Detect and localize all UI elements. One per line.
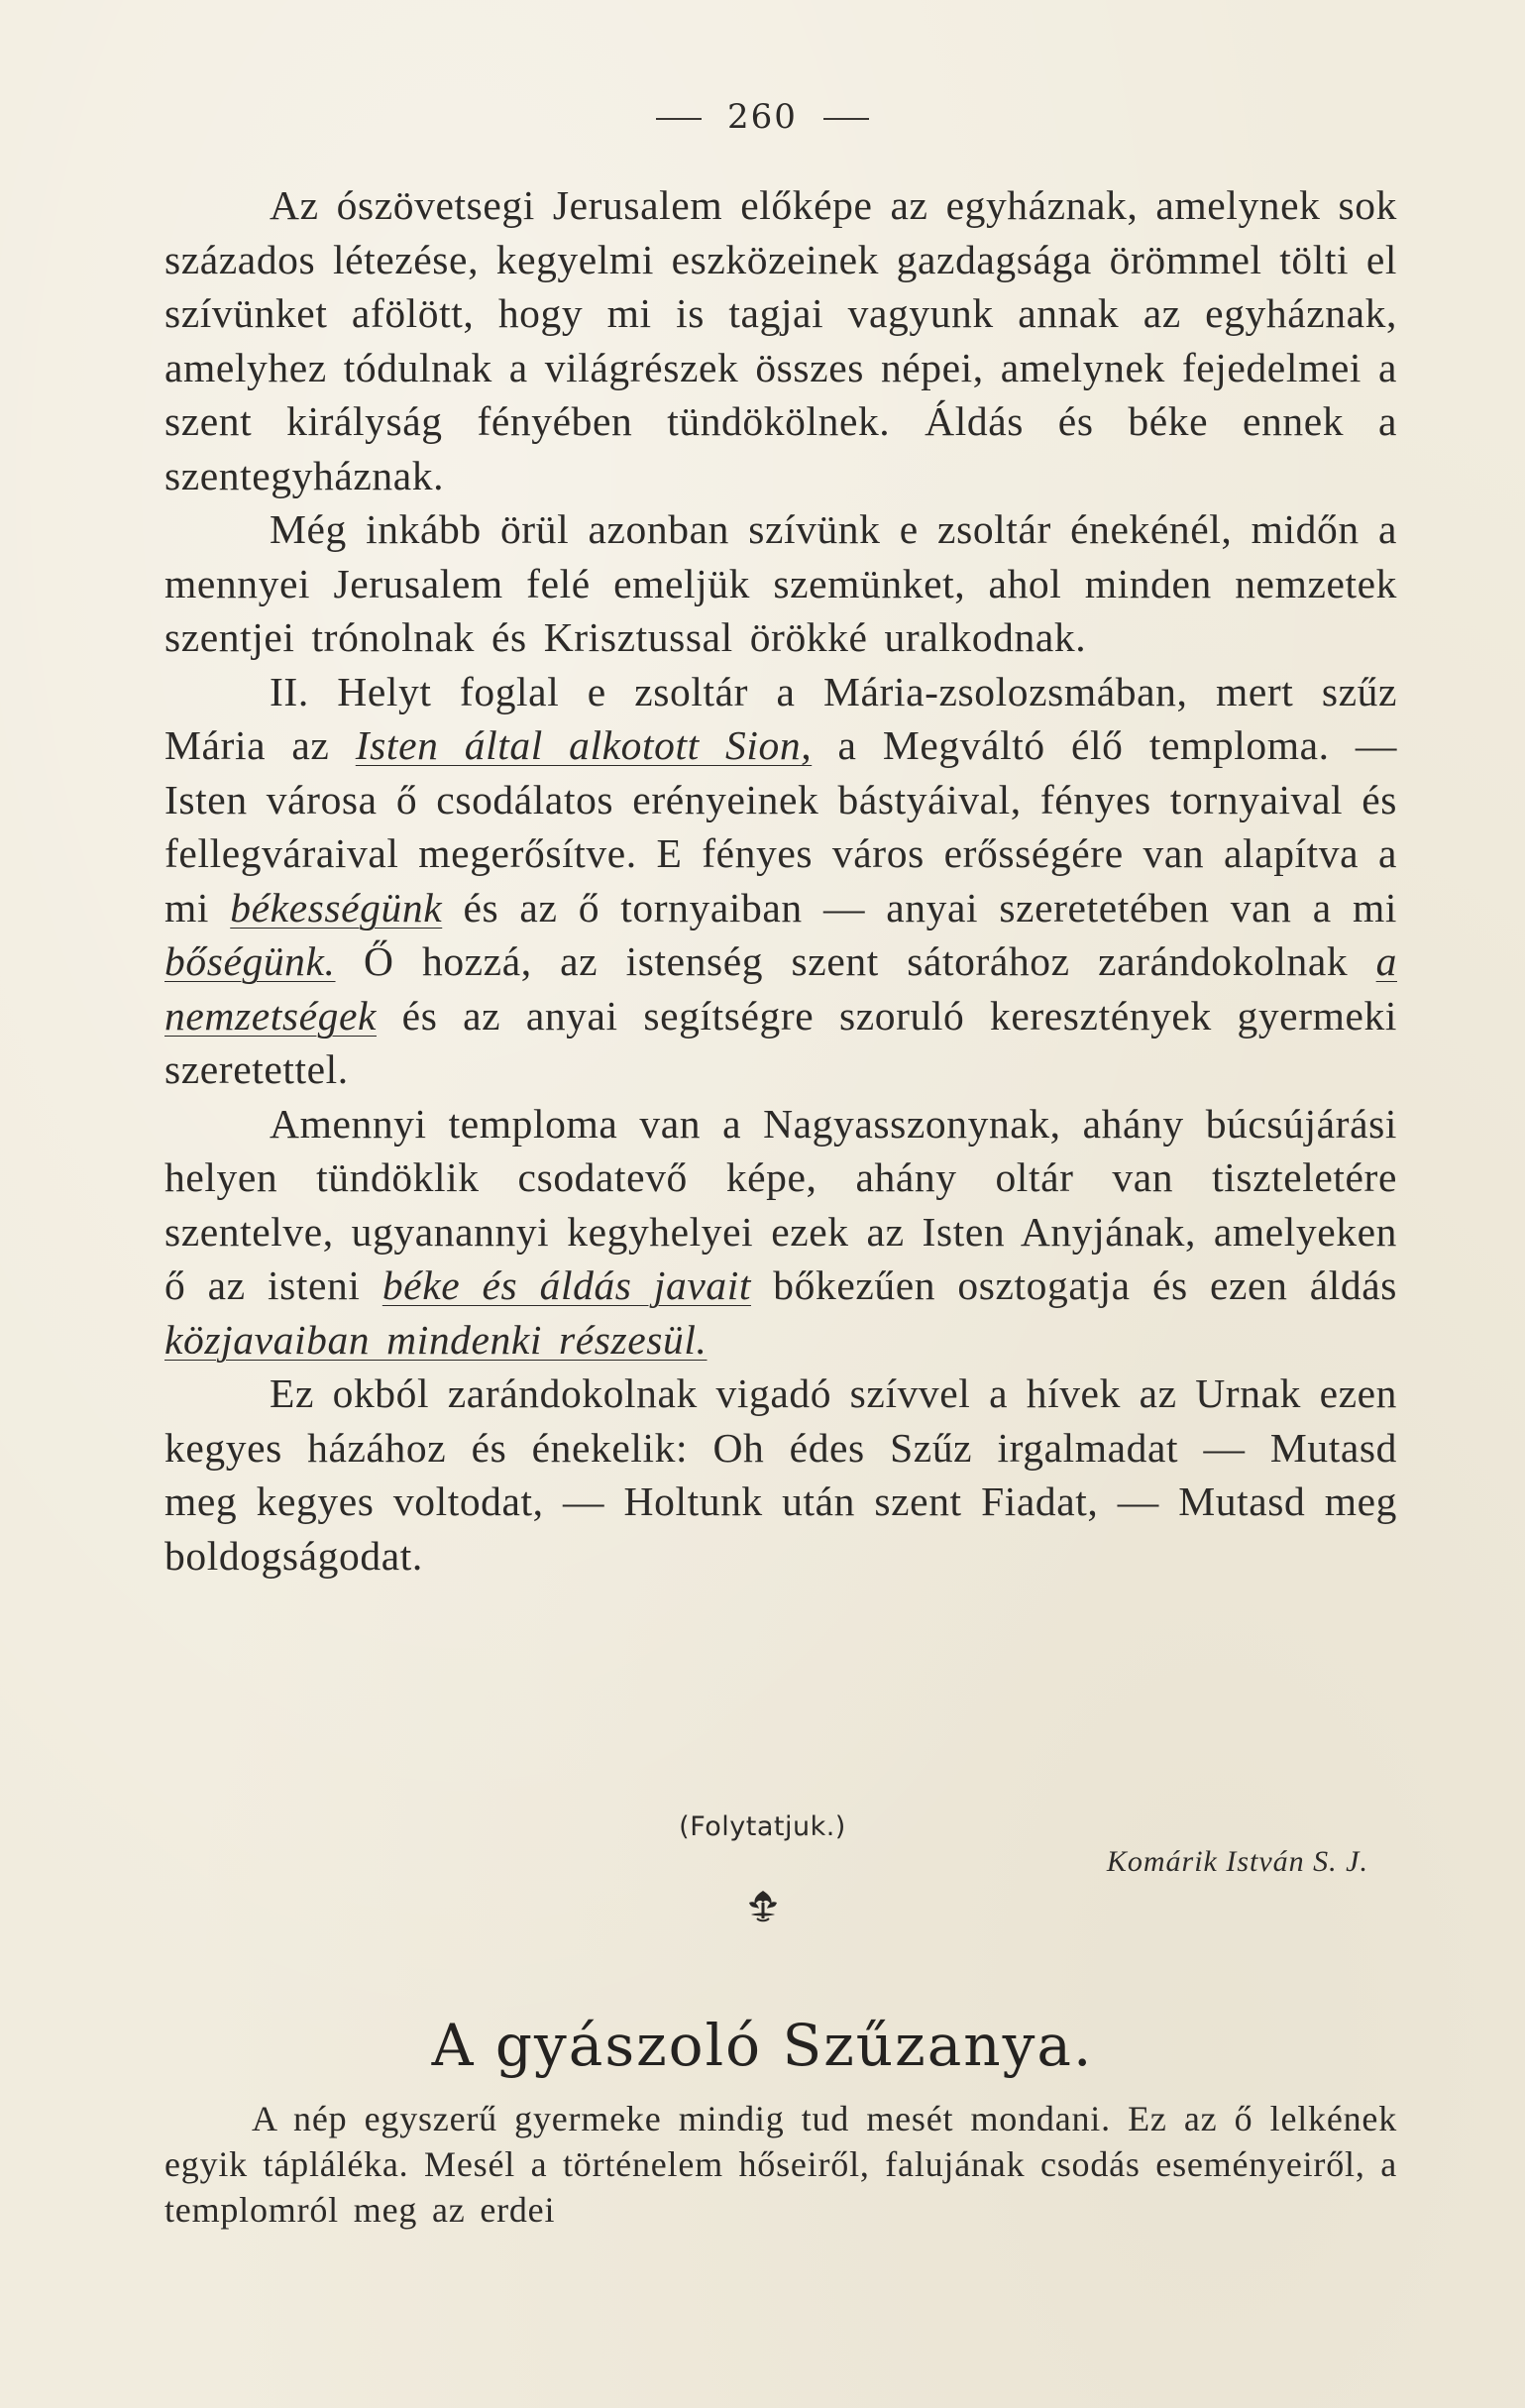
text-run: Ő hozzá, az istenség szent sátorához zarándokolnak (335, 938, 1376, 984)
italic-phrase: közjavaiban mindenki részesül. (164, 1316, 708, 1363)
article-body (164, 178, 1397, 1583)
text-run: Ez okból zarándokolnak vigadó szívvel a hívek az Urnak ezen kegyes házához és énekelik: Oh édes Szűz irgalmadat — Mutasd meg kegyes voltodat, — Holtunk után szent Fiadat, — Mutasd meg boldogságodat. (164, 1370, 1397, 1579)
section-title: A gyászoló Szűzanya. (431, 2012, 1094, 2079)
text-run: Még inkább örül azonban szívünk e zsoltár énekénél, midőn a mennyei Jerusalem felé emeljük szemünket, ahol minden nemzetek szentjei trónolnak és Krisztussal örökké uralkodnak. (164, 506, 1397, 660)
continued-note: (Folytatjuk.) (679, 1811, 846, 1842)
text-run: II. Helyt foglal e zsoltár a Mária-zsolozsmában, mert szűz Mária az (164, 668, 1397, 768)
text-run: és az anyai segítségre szoruló keresztények gyermeki szeretettel. (164, 992, 1397, 1092)
text-run: Az ószövetsegi Jerusalem előképe az egyháznak, amelynek sok százados létezése, kegyelmi eszközeinek gazdagsága örömmel tölti el szívünket afölött, hogy mi is tagjai vagyunk annak az egyháznak, amelyhez tódulnak a világrészek összes népei, amelynek fejedelmei a szent királyság fényében tündökölnek. Áldás és béke ennek a szentegyháznak. (164, 182, 1397, 498)
italic-phrase: béke és áldás javait (381, 1262, 751, 1308)
italic-phrase: Isten által alkotott Sion, (355, 722, 813, 768)
italic-phrase: békességünk (230, 884, 443, 930)
italic-phrase: a nemzetségek (164, 938, 1397, 1039)
page-number-text: 260 (727, 97, 798, 137)
left-dash (656, 118, 702, 120)
paragraph: A nép egyszerű gyermeke mindig tud mesét mondani. Ez az ő lelkének egyik tápláléka. Mesél a történelem hőseiről, falujának csodás eseményeiről, a templomról meg az erdei (164, 2099, 1397, 2230)
text-run: bőkezűen osztogatja és ezen áldás (750, 1262, 1397, 1308)
text-run: és az ő tornyaiban — anyai szeretetében van a mi (442, 884, 1397, 930)
floral-ornament-icon (0, 1885, 1525, 1928)
paragraph (164, 1097, 1397, 1368)
floral-ornament-glyph (741, 1885, 785, 1924)
author-signature: Komárik István S. J. (1106, 1845, 1368, 1878)
paragraph (164, 502, 1397, 665)
text-run: a Megváltó élő temploma. — Isten városa ő csodálatos erényeinek bástyáival, fényes tornyaival és fellegváraival megerősítve. E fényes város erősségére van alapítva a mi (164, 722, 1397, 930)
section-body (164, 2096, 1397, 2233)
italic-phrase: bőségünk. (164, 938, 336, 984)
paragraph (164, 665, 1397, 1097)
paragraph (164, 178, 1397, 502)
text-run: Amennyi temploma van a Nagyasszonynak, ahány búcsújárási helyen tündöklik csodatevő képe, ahány oltár van tiszteletére szentelve, ugyanannyi kegyhelyei ezek az Isten Anyjának, amelyeken ő az isteni (164, 1100, 1397, 1308)
paragraph (164, 1367, 1397, 1583)
right-dash (823, 118, 869, 120)
page-number (0, 97, 1525, 137)
